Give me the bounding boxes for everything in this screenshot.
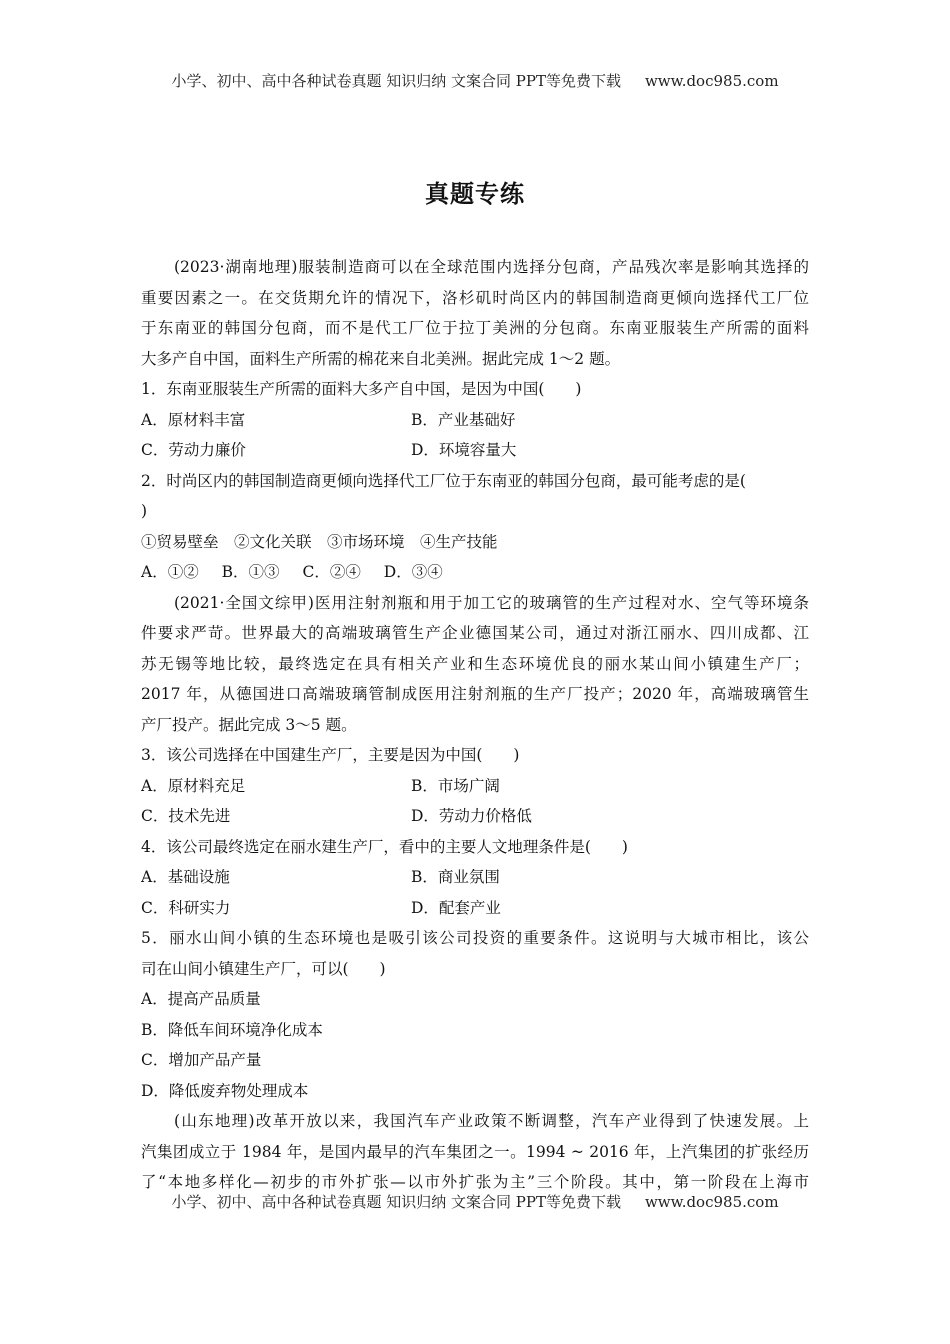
- option-d[interactable]: D．劳动力价格低: [411, 807, 532, 825]
- option-a[interactable]: A．原材料丰富: [141, 410, 246, 429]
- question-stem: 3．该公司选择在中国建生产厂，主要是因为中国( ): [141, 746, 520, 764]
- passage-line: 2017 年，从德国进口高端玻璃管制成医用注射剂瓶的生产厂投产；2020 年，高端玻璃管生: [141, 685, 809, 703]
- option-b[interactable]: B．商业氛围: [411, 868, 500, 886]
- question-3: [141, 740, 809, 832]
- option-a[interactable]: A．①②: [141, 563, 199, 581]
- option-b[interactable]: B．降低车间环境净化成本: [141, 1020, 323, 1039]
- question-stem: 1．东南亚服装生产所需的面料大多产自中国，是因为中国( ): [141, 380, 582, 398]
- passage-line: 于东南亚的韩国分包商，而不是代工厂位于拉丁美洲的分包商。东南亚服装生产所需的面料: [141, 319, 809, 337]
- passage-line: 件要求严苛。世界最大的高端玻璃管生产企业德国某公司，通过对浙江丽水、四川成都、江: [141, 624, 809, 642]
- passage-1: [141, 252, 809, 374]
- passage-line: (山东地理)改革开放以来，我国汽车产业政策不断调整，汽车产业得到了快速发展。上: [174, 1112, 809, 1130]
- option-c[interactable]: C．技术先进: [141, 807, 231, 825]
- question-stem: 2．时尚区内的韩国制造商更倾向选择代工厂位于东南亚的韩国分包商，最可能考虑的是(: [141, 471, 746, 490]
- question-4: [141, 832, 809, 924]
- question-stem: 4．该公司最终选定在丽水建生产厂，看中的主要人文地理条件是( ): [141, 837, 628, 856]
- header-text: 小学、初中、高中各种试卷真题 知识归纳 文案合同 PPT等免费下载: [171, 72, 621, 90]
- passage-line: 重要因素之一。在交货期允许的情况下，洛杉矶时尚区内的韩国制造商更倾向选择代工厂位: [141, 288, 809, 307]
- question-stem: 5．丽水山间小镇的生态环境也是吸引该公司投资的重要条件。这说明与大城市相比，该公: [141, 929, 809, 947]
- question-1: [141, 374, 809, 466]
- header-url[interactable]: www.doc985.com: [644, 72, 779, 90]
- question-stem: 司在山间小镇建生产厂，可以( ): [141, 959, 386, 978]
- passage-line: 大多产自中国，面料生产所需的棉花来自北美洲。据此完成 1～2 题。: [141, 349, 621, 368]
- option-c[interactable]: C．②④: [302, 563, 361, 581]
- option-a[interactable]: A．原材料充足: [141, 776, 246, 795]
- option-c[interactable]: C．劳动力廉价: [141, 441, 246, 459]
- option-a[interactable]: A．基础设施: [141, 868, 230, 886]
- passage-line: 苏无锡等地比较，最终选定在具有相关产业和生态环境优良的丽水某山间小镇建生产厂；: [141, 654, 809, 673]
- option-d[interactable]: D．配套产业: [411, 898, 501, 917]
- option-c[interactable]: C．科研实力: [141, 898, 231, 917]
- passage-3: [141, 1106, 809, 1198]
- option-d[interactable]: D．降低废弃物处理成本: [141, 1081, 309, 1100]
- question-5: [141, 923, 809, 1106]
- document-body: [141, 252, 809, 1198]
- question-stem: ): [141, 502, 148, 520]
- option-d[interactable]: D．③④: [383, 563, 443, 581]
- option-d[interactable]: D．环境容量大: [411, 441, 517, 459]
- footer-text: 小学、初中、高中各种试卷真题 知识归纳 文案合同 PPT等免费下载: [171, 1193, 621, 1211]
- footer-url[interactable]: www.doc985.com: [644, 1193, 779, 1211]
- passage-line: (2021·全国文综甲)医用注射剂瓶和用于加工它的玻璃管的生产过程对水、空气等环境条: [174, 593, 809, 612]
- option-c[interactable]: C．增加产品产量: [141, 1051, 262, 1069]
- question-items: ①贸易壁垒 ②文化关联 ③市场环境 ④生产技能: [141, 532, 498, 551]
- question-2: [141, 466, 809, 588]
- option-a[interactable]: A．提高产品质量: [141, 990, 261, 1008]
- passage-line: 产厂投产。据此完成 3～5 题。: [141, 715, 357, 734]
- passage-2: [141, 588, 809, 741]
- page-footer: [0, 1191, 950, 1212]
- option-b[interactable]: B．市场广阔: [411, 776, 500, 795]
- option-b[interactable]: B．产业基础好: [411, 410, 516, 429]
- passage-line: 了“本地多样化—初步的市外扩张—以市外扩张为主”三个阶段。其中，第一阶段在上海市: [141, 1173, 809, 1191]
- option-b[interactable]: B．①③: [221, 563, 280, 581]
- passage-line: 汽集团成立于 1984 年，是国内最早的汽车集团之一。1994 ~ 2016 年，上汽集团的扩张经历: [141, 1142, 809, 1161]
- page-header: [0, 70, 950, 91]
- passage-line: (2023·湖南地理)服装制造商可以在全球范围内选择分包商，产品残次率是影响其选择的: [174, 258, 809, 276]
- page-title: 真题专练: [425, 180, 525, 208]
